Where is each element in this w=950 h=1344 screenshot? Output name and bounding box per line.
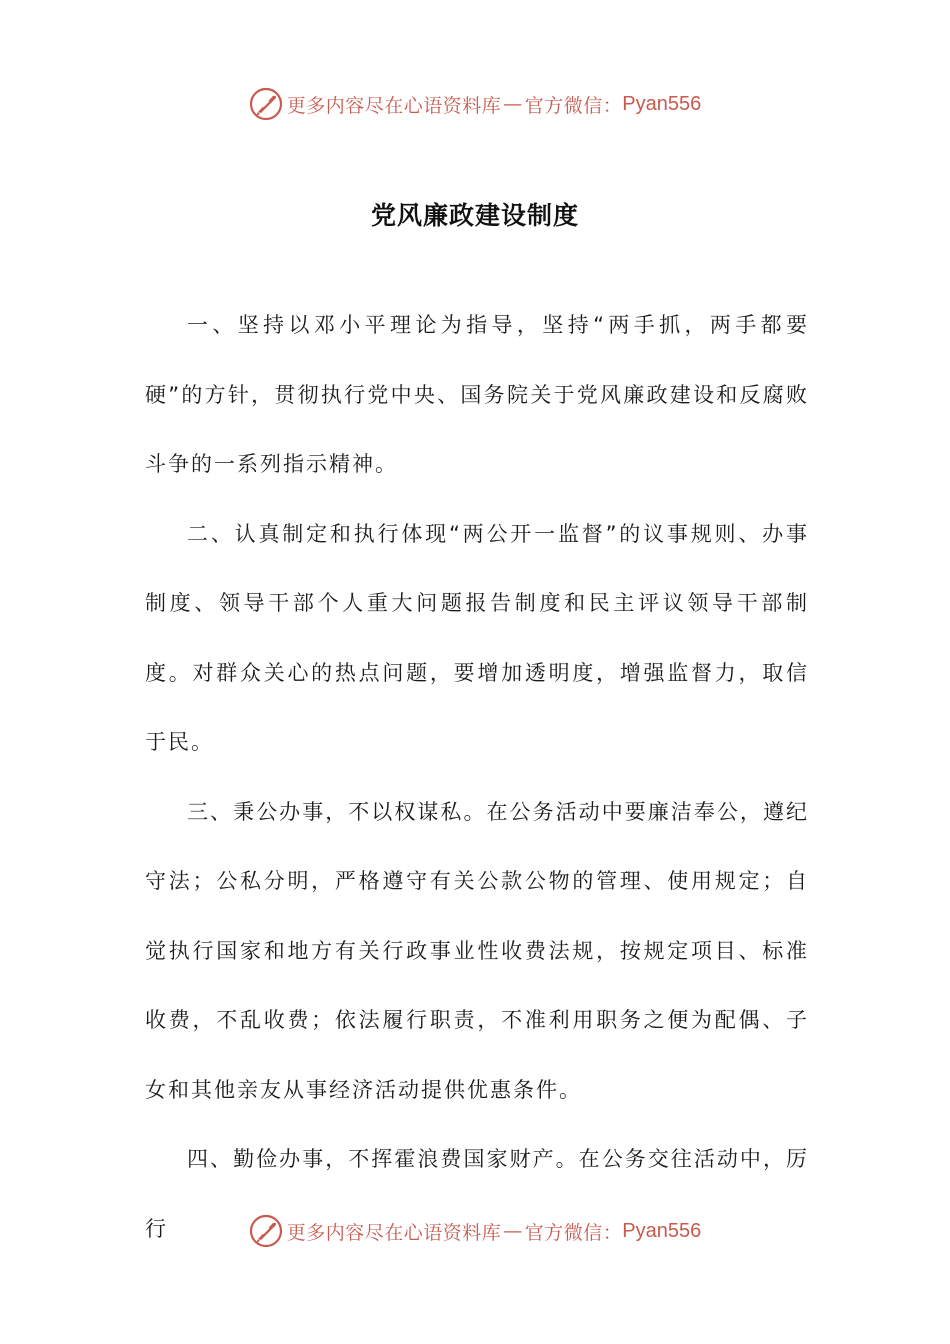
paragraph-3: 三、秉公办事，不以权谋私。在公务活动中要廉洁奉公，遵纪守法；公私分明，严格遵守有关公款公物的管理、使用规定；自觉执行国家和地方有关行政事业性收费法规，按规定项目、标准收费，不乱收费；依法履行职责，不准利用职务之便为配偶、子女和其他亲友从事经济活动提供优惠条件。: [145, 799, 809, 1102]
paragraph-1: 一、坚持以邓小平理论为指导，坚持“两手抓，两手都要硬”的方针，贯彻执行党中央、国务院关于党风廉政建设和反腐败斗争的一系列指示精神。: [145, 313, 809, 476]
banner-site-text: 更多内容尽在心语资料库: [286, 1221, 502, 1244]
banner-wechat-label: 官方微信：: [524, 1221, 623, 1244]
header-watermark-banner: [0, 84, 950, 124]
banner-separator: —: [503, 1220, 523, 1242]
footer-watermark-banner: [0, 1211, 950, 1251]
paragraph-4: 四、勤俭办事，不挥霍浪费国家财产。在公务交往活动中，厉行: [145, 1147, 809, 1241]
banner-wechat-id: Pyan556: [622, 92, 702, 115]
banner-wechat-id: Pyan556: [622, 1219, 702, 1242]
banner-wechat-label: 官方微信：: [524, 94, 623, 117]
quill-pen-logo-icon: [249, 1214, 283, 1248]
paragraph-2: 二、认真制定和执行体现“两公开一监督”的议事规则、办事制度、领导干部个人重大问题报告制度和民主评议领导干部制度。对群众关心的热点问题，要增加透明度，增强监督力，取信于民。: [145, 521, 809, 754]
document-body: [145, 291, 809, 1264]
banner-separator: —: [503, 93, 523, 115]
quill-pen-logo-icon: [249, 87, 283, 121]
document-title: 党风廉政建设制度: [370, 201, 579, 230]
banner-site-text: 更多内容尽在心语资料库: [286, 94, 502, 117]
